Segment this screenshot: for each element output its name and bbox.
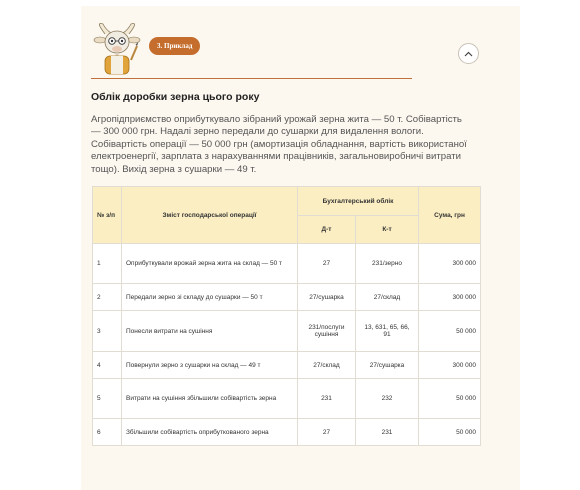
description-paragraph: Агропідприємство оприбуткувало зібраний урожай зерна жита — 50 т. Собівартість — 300 000 грн. Надалі зерно передали до сушарки для видалення вологи. Собівартість операції — 50 000 грн (амортизація обладнання, вартість використаної електроенергії, зарплата з нарахуваннями працівників, загальновиробничі витрати тощо). Вихід зерна з сушарки — 49 т. [91, 114, 467, 175]
table-row [93, 352, 481, 379]
row-dt: 231/послуги сушіння [298, 311, 356, 352]
row-kt: 13, 631, 65, 66, 91 [356, 311, 419, 352]
row-dt: 27/сушарка [298, 284, 356, 311]
header-dt: Д-т [298, 216, 356, 244]
row-num: 4 [93, 352, 122, 379]
table-row [93, 419, 481, 446]
row-kt: 27/сушарка [356, 352, 419, 379]
header-kt: К-т [356, 216, 419, 244]
title-divider [91, 78, 412, 79]
row-content: Понесли витрати на сушіння [122, 311, 298, 352]
row-content: Витрати на сушіння збільшили собівартість зерна [122, 379, 298, 419]
chevron-up-icon [464, 51, 473, 57]
row-content: Збільшили собівартість оприбуткованого зерна [122, 419, 298, 446]
row-sum: 50 000 [419, 311, 481, 352]
table-row [93, 284, 481, 311]
table-row [93, 311, 481, 352]
row-dt: 27/склад [298, 352, 356, 379]
row-sum: 50 000 [419, 379, 481, 419]
row-content: Передали зерно зі складу до сушарки — 50 т [122, 284, 298, 311]
row-num: 1 [93, 244, 122, 284]
row-sum: 300 000 [419, 244, 481, 284]
row-num: 5 [93, 379, 122, 419]
header-sum: Сума, грн [419, 187, 481, 244]
table-row [93, 379, 481, 419]
header-content: Зміст господарської операції [122, 187, 298, 244]
row-kt: 231/зерно [356, 244, 419, 284]
section-title: Облік доробки зерна цього року [91, 91, 260, 103]
example-badge: 3. Приклад [149, 37, 200, 55]
operations-table [92, 186, 481, 446]
header-num: № з/п [93, 187, 122, 244]
row-kt: 231 [356, 419, 419, 446]
row-content: Повернули зерно з сушарки на склад — 49 т [122, 352, 298, 379]
row-num: 6 [93, 419, 122, 446]
row-dt: 27 [298, 419, 356, 446]
row-sum: 50 000 [419, 419, 481, 446]
table-row [93, 244, 481, 284]
example-card [81, 6, 520, 490]
row-sum: 300 000 [419, 352, 481, 379]
row-kt: 232 [356, 379, 419, 419]
goat-mascot-icon [91, 20, 145, 76]
row-num: 3 [93, 311, 122, 352]
collapse-button[interactable] [458, 43, 479, 64]
row-kt: 27/склад [356, 284, 419, 311]
row-content: Оприбуткували врожай зерна жита на склад — 50 т [122, 244, 298, 284]
row-sum: 300 000 [419, 284, 481, 311]
row-dt: 231 [298, 379, 356, 419]
header-accounting: Бухгалтерський облік [298, 187, 419, 216]
row-num: 2 [93, 284, 122, 311]
row-dt: 27 [298, 244, 356, 284]
